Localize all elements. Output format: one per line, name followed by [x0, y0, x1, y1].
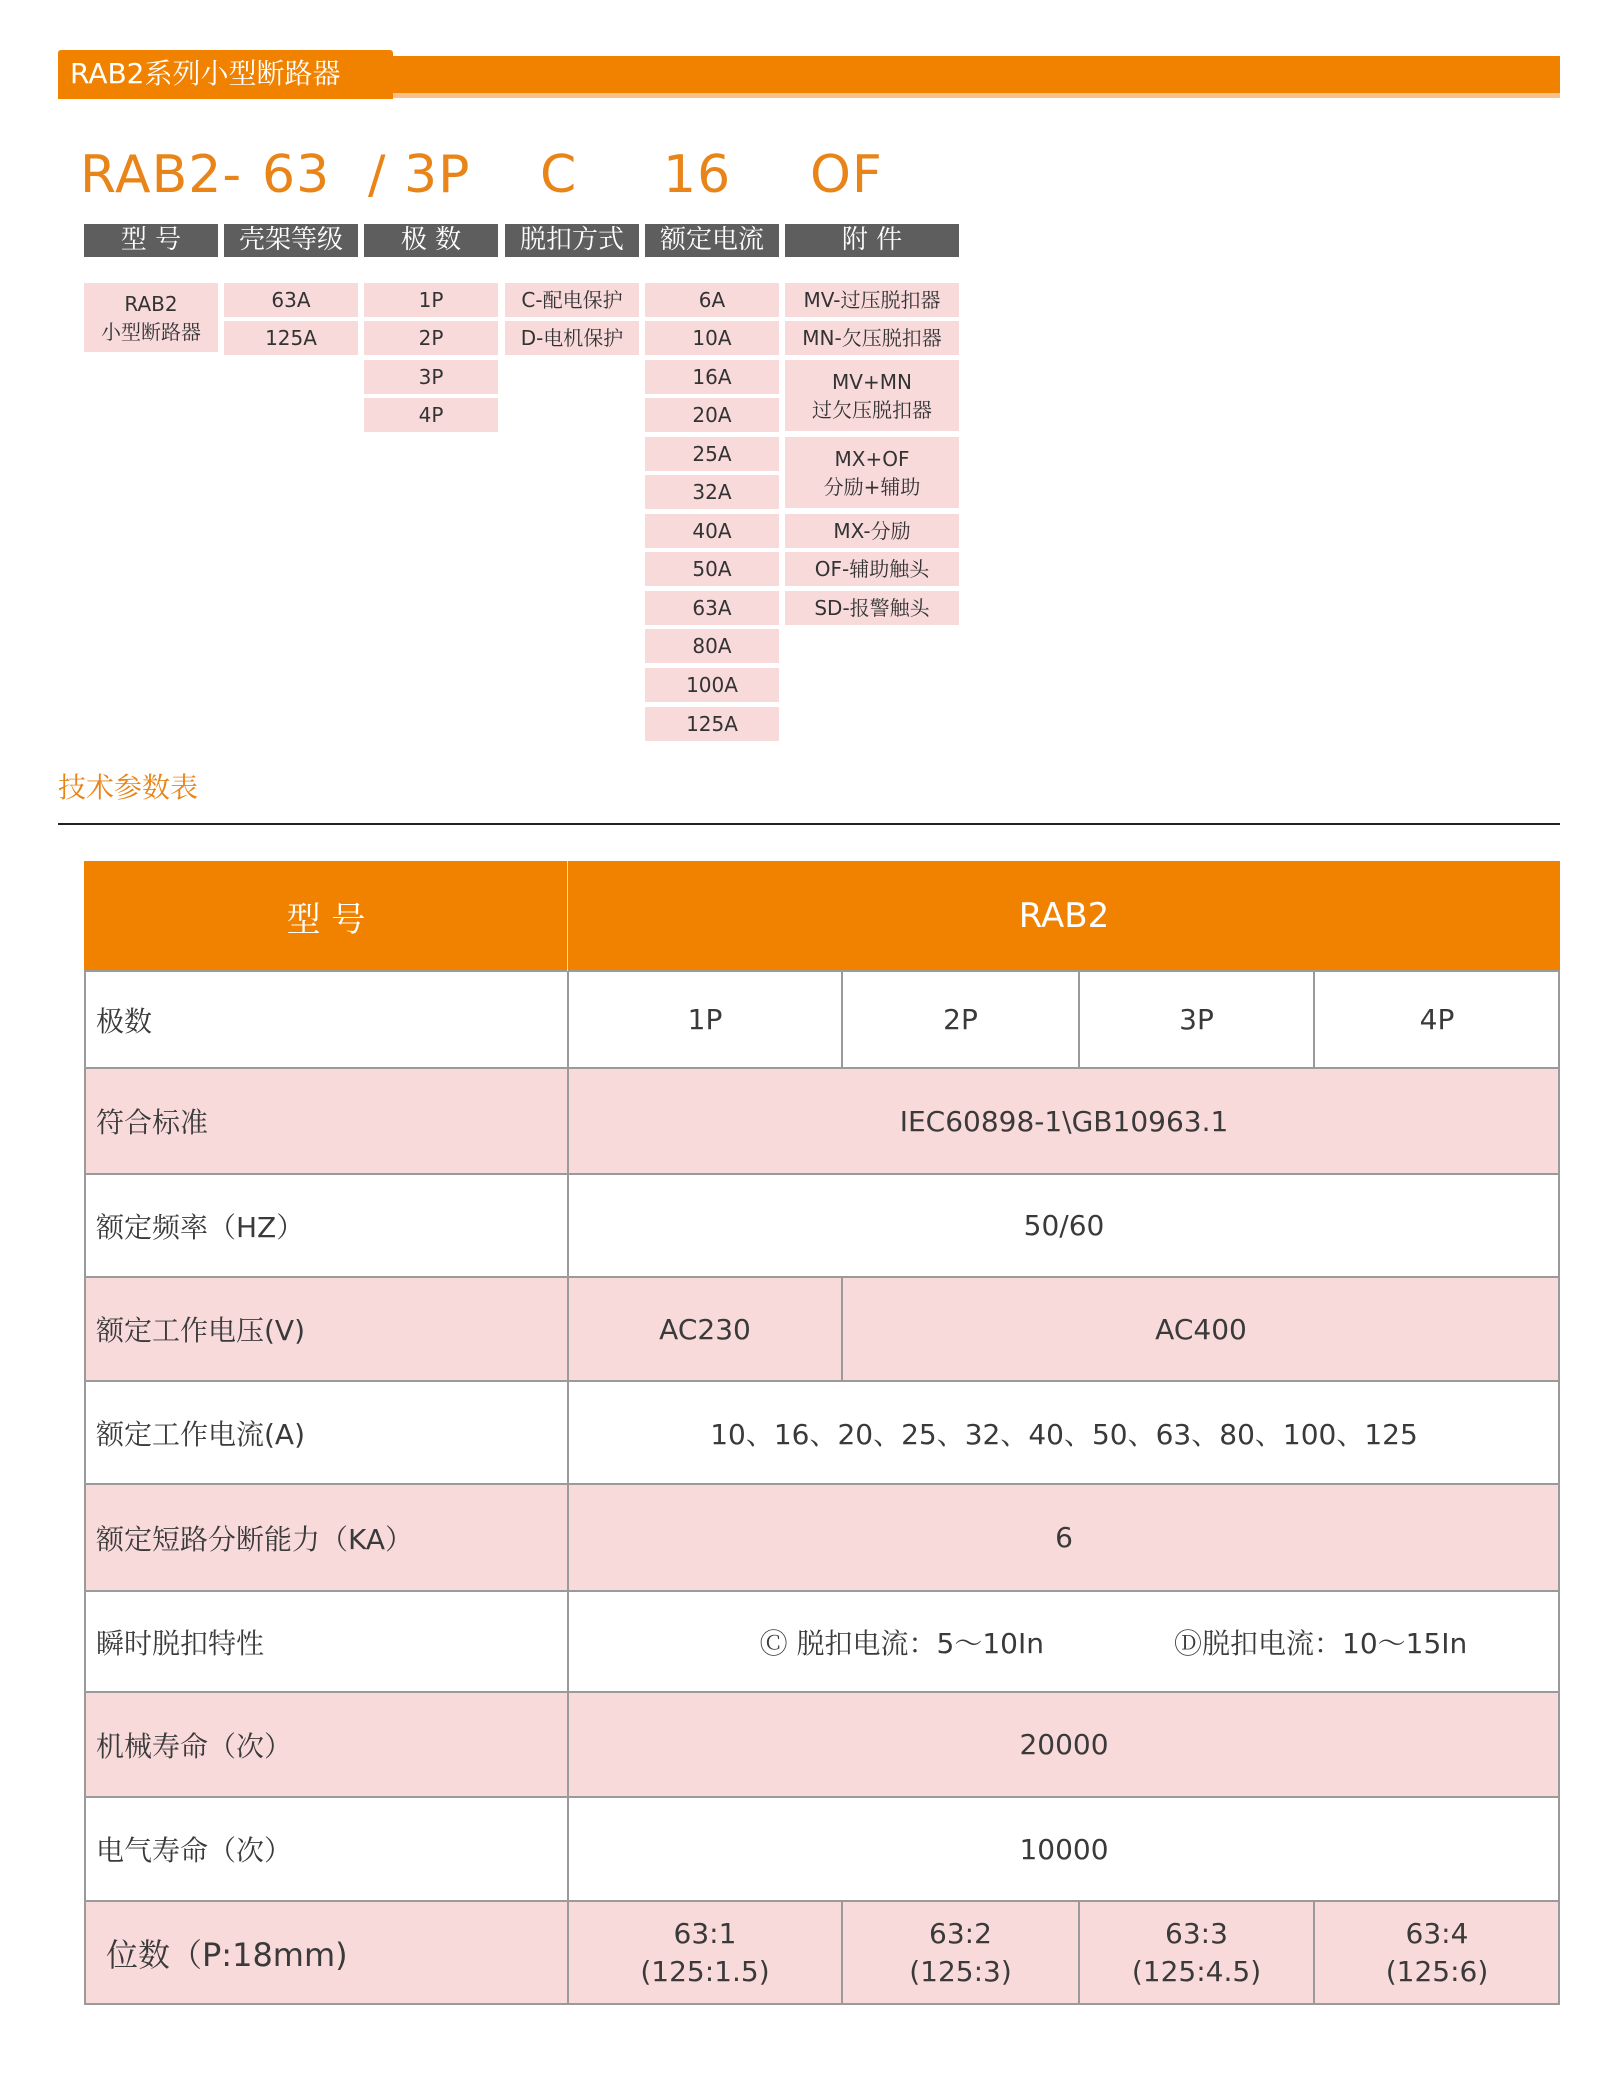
section-title: 技术参数表	[58, 771, 199, 804]
poles-value: 1P	[568, 971, 842, 1068]
grid-line	[84, 971, 86, 2005]
option-frame: 125A	[224, 321, 358, 355]
positions-text: 63:4	[1405, 1917, 1469, 1950]
option-current: 63A	[645, 591, 779, 625]
option-current: 125A	[645, 707, 779, 741]
code-trip: C	[540, 145, 578, 205]
grid-line	[84, 1067, 1560, 1069]
code-poles: / 3P	[368, 145, 471, 205]
option-trip: C-配电保护	[505, 283, 639, 317]
code-frame: 63	[262, 145, 331, 205]
row-label-frequency: 额定频率（HZ）	[84, 1174, 568, 1277]
grid-line	[84, 2003, 1560, 2005]
option-model	[84, 283, 218, 352]
option-current: 80A	[645, 629, 779, 663]
positions-value	[568, 1901, 842, 2005]
code-series: RAB2-	[80, 145, 243, 205]
positions-value	[1314, 1901, 1560, 2005]
grid-line	[84, 1900, 1560, 1902]
grid-line	[84, 1173, 1560, 1175]
option-text: 分励+辅助	[823, 474, 921, 499]
option-accessory: MX-分励	[785, 514, 959, 548]
grid-line	[84, 1276, 1560, 1278]
breaking-value: 6	[568, 1484, 1560, 1591]
electrical-value: 10000	[568, 1797, 1560, 1901]
voltage-value: AC230	[568, 1277, 842, 1381]
col-header-frame: 壳架等级	[224, 224, 358, 257]
voltage-value: AC400	[842, 1277, 1560, 1381]
row-label-breaking: 额定短路分断能力（KA）	[84, 1484, 568, 1591]
grid-line	[1558, 971, 1560, 2005]
row-label-standard: 符合标准	[84, 1068, 568, 1174]
positions-text: 63:1	[673, 1917, 737, 1950]
row-label-positions: 位数（P:18mm)	[84, 1901, 568, 2005]
option-poles: 4P	[364, 398, 498, 432]
positions-text: (125:3)	[909, 1955, 1012, 1988]
option-current: 50A	[645, 552, 779, 586]
option-accessory: MN-欠压脱扣器	[785, 321, 959, 355]
col-header-model: 型 号	[84, 224, 218, 257]
grid-line	[84, 1796, 1560, 1798]
option-current: 100A	[645, 668, 779, 702]
poles-value: 3P	[1079, 971, 1314, 1068]
grid-line	[841, 1277, 843, 1381]
option-poles: 1P	[364, 283, 498, 317]
section-divider	[58, 823, 1560, 825]
grid-line	[567, 971, 569, 2005]
option-accessory	[785, 437, 959, 508]
grid-line	[1313, 1901, 1315, 2005]
row-label-voltage: 额定工作电压(V)	[84, 1277, 568, 1381]
trip-d-value: Ⓓ脱扣电流：10～15In	[1064, 1591, 1560, 1692]
row-label-electrical: 电气寿命（次）	[84, 1797, 568, 1901]
positions-text: (125:1.5)	[640, 1955, 770, 1988]
option-accessory: MV-过压脱扣器	[785, 283, 959, 317]
col-header-accessory: 附 件	[785, 224, 959, 257]
option-current: 10A	[645, 321, 779, 355]
grid-line	[1078, 1901, 1080, 2005]
grid-line	[841, 971, 843, 1068]
grid-line	[84, 1590, 1560, 1592]
option-frame: 63A	[224, 283, 358, 317]
trip-c-value: Ⓒ 脱扣电流：5～10In	[568, 1591, 1064, 1692]
grid-line	[84, 1380, 1560, 1382]
poles-value: 2P	[842, 971, 1079, 1068]
option-current: 20A	[645, 398, 779, 432]
option-trip: D-电机保护	[505, 321, 639, 355]
option-text: MV+MN	[832, 369, 912, 394]
positions-value	[1079, 1901, 1314, 2005]
code-accessory: OF	[810, 145, 883, 205]
option-current: 6A	[645, 283, 779, 317]
grid-line	[1313, 971, 1315, 1068]
option-accessory	[785, 360, 959, 431]
positions-text: 63:2	[929, 1917, 992, 1950]
page-title: RAB2系列小型断路器	[70, 57, 341, 90]
table-header-label: 型 号	[84, 861, 568, 971]
positions-text: (125:4.5)	[1131, 1955, 1262, 1988]
col-header-poles: 极 数	[364, 224, 498, 257]
col-header-trip: 脱扣方式	[505, 224, 639, 257]
grid-line	[84, 1691, 1560, 1693]
grid-line	[84, 970, 1560, 972]
positions-text: 63:3	[1165, 1917, 1228, 1950]
current-value: 10、16、20、25、32、40、50、63、80、100、125	[568, 1381, 1560, 1484]
grid-line	[841, 1901, 843, 2005]
positions-value	[842, 1901, 1079, 2005]
option-text: MX+OF	[834, 446, 910, 471]
frequency-value: 50/60	[568, 1174, 1560, 1277]
grid-line	[84, 1483, 1560, 1485]
mechanical-value: 20000	[568, 1692, 1560, 1797]
option-text: 小型断路器	[101, 319, 201, 344]
standard-value: IEC60898-1\GB10963.1	[568, 1068, 1560, 1174]
spec-table	[84, 861, 1560, 2005]
row-label-trip: 瞬时脱扣特性	[84, 1591, 568, 1692]
option-current: 40A	[645, 514, 779, 548]
option-poles: 2P	[364, 321, 498, 355]
positions-text: (125:6)	[1385, 1955, 1489, 1988]
option-current: 16A	[645, 360, 779, 394]
poles-value: 4P	[1314, 971, 1560, 1068]
code-current: 16	[663, 145, 732, 205]
option-current: 25A	[645, 437, 779, 471]
grid-line	[1078, 971, 1080, 1068]
row-label-mechanical: 机械寿命（次）	[84, 1692, 568, 1797]
option-text: 过欠压脱扣器	[812, 397, 932, 422]
row-label-current: 额定工作电流(A)	[84, 1381, 568, 1484]
option-accessory: OF-辅助触头	[785, 552, 959, 586]
option-accessory: SD-报警触头	[785, 591, 959, 625]
row-label-poles: 极数	[84, 971, 568, 1068]
col-header-current: 额定电流	[645, 224, 779, 257]
option-text: RAB2	[124, 291, 178, 316]
table-header-value: RAB2	[568, 861, 1560, 971]
option-poles: 3P	[364, 360, 498, 394]
option-current: 32A	[645, 475, 779, 509]
